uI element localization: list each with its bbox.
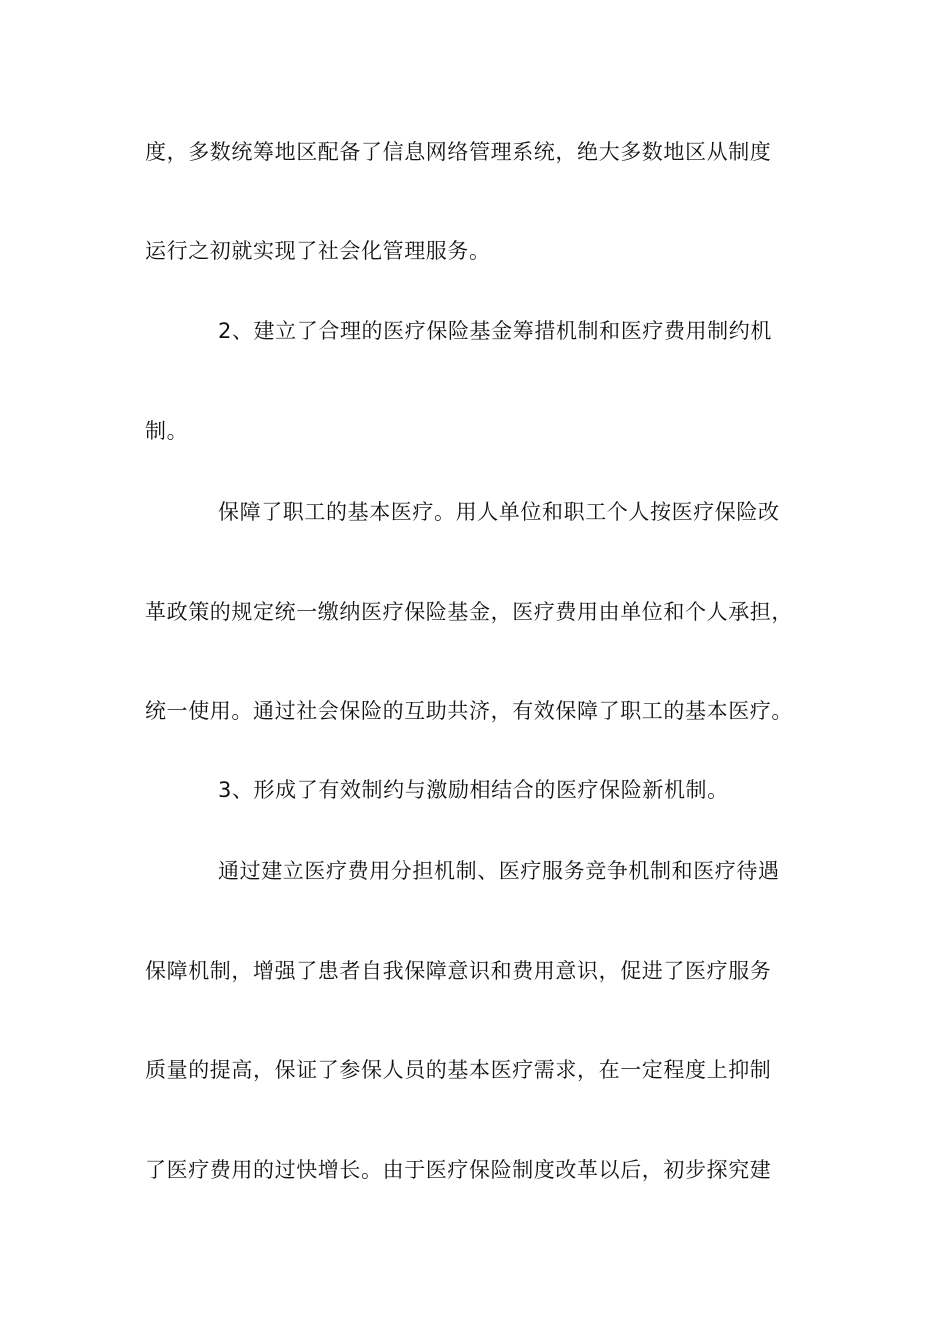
body-text-line: 度，多数统筹地区配备了信息网络管理系统，绝大多数地区从制度	[145, 140, 772, 164]
body-text-line: 制。	[145, 419, 189, 443]
section-heading: 2、建立了合理的医疗保险基金筹措机制和医疗费用制约机	[218, 319, 772, 343]
paragraph-start-line: 保障了职工的基本医疗。用人单位和职工个人按医疗保险改	[218, 500, 780, 524]
paragraph-start-line: 通过建立医疗费用分担机制、医疗服务竞争机制和医疗待遇	[218, 859, 780, 883]
body-text-line: 质量的提高，保证了参保人员的基本医疗需求，在一定程度上抑制	[145, 1058, 772, 1082]
section-heading: 3、形成了有效制约与激励相结合的医疗保险新机制。	[218, 778, 729, 802]
body-text-line: 了医疗费用的过快增长。由于医疗保险制度改革以后，初步探究建	[145, 1158, 772, 1182]
body-text-line: 革政策的规定统一缴纳医疗保险基金，医疗费用由单位和个人承担，	[145, 600, 793, 624]
body-text-line: 运行之初就实现了社会化管理服务。	[145, 239, 491, 263]
body-text-line: 统一使用。通过社会保险的互助共济，有效保障了职工的基本医疗。	[145, 699, 793, 723]
body-text-line: 保障机制，增强了患者自我保障意识和费用意识，促进了医疗服务	[145, 959, 772, 983]
